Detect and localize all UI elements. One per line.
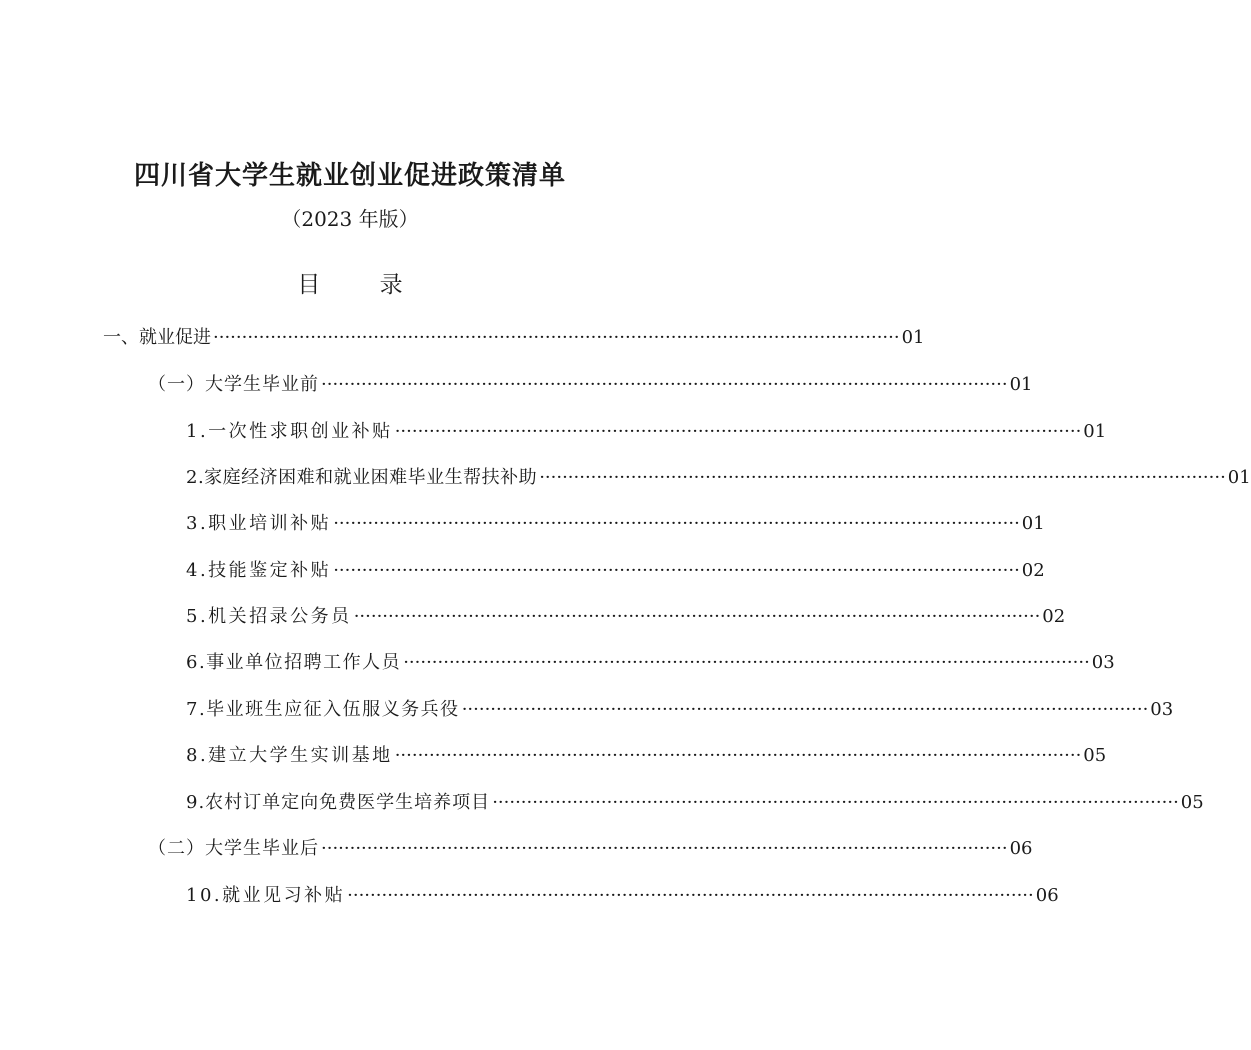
toc-entry-label: （二）大学生毕业后 — [148, 838, 319, 859]
toc-entry-label: 4.技能鉴定补贴 — [186, 560, 332, 581]
toc-entry[interactable] — [186, 463, 1251, 493]
toc-entry-page: 01 — [901, 327, 925, 348]
toc-entry[interactable] — [148, 834, 1033, 864]
toc-entry-page: 03 — [1150, 699, 1174, 720]
toc-dot-leader: ························································································································ — [403, 652, 1090, 673]
toc-entry-label: 5.机关招录公务员 — [186, 606, 352, 627]
toc-entry-page: 03 — [1091, 652, 1115, 673]
toc-dot-leader: ························································································································ — [347, 885, 1034, 906]
toc-dot-leader: ························································································································ — [333, 560, 1020, 581]
toc-heading: 目 录 — [297, 272, 429, 298]
toc-entry[interactable] — [186, 695, 1174, 725]
toc-entry-page: 01 — [1227, 467, 1251, 488]
document-title: 四川省大学生就业创业促进政策清单 — [133, 161, 566, 191]
toc-entry-page: 01 — [1009, 374, 1033, 395]
toc-entry-page: 02 — [1021, 560, 1045, 581]
toc-dot-leader: ························································································································ — [492, 792, 1179, 813]
toc-dot-leader: ························································································································ — [461, 699, 1149, 720]
toc-entry-page: 02 — [1042, 606, 1066, 627]
toc-entry[interactable] — [186, 417, 1107, 447]
toc-entry[interactable] — [186, 741, 1107, 771]
toc-entry-page: 01 — [1083, 421, 1107, 442]
toc-entry-label: 9.农村订单定向免费医学生培养项目 — [186, 792, 491, 813]
toc-dot-leader: ························································································································ — [321, 838, 1008, 859]
toc-dot-leader: ························································································································ — [353, 606, 1041, 627]
toc-entry[interactable] — [186, 509, 1045, 539]
toc-entry-page: 06 — [1009, 838, 1033, 859]
toc-entry[interactable] — [148, 370, 1033, 400]
toc-entry[interactable] — [186, 602, 1066, 632]
toc-entry[interactable] — [186, 881, 1059, 911]
toc-entry-label: 一、就业促进 — [103, 327, 211, 348]
toc-dot-leader: ························································································································ — [394, 745, 1082, 766]
toc-dot-leader: ························································································································ — [539, 467, 1226, 488]
toc-dot-leader: ························································································································ — [394, 421, 1082, 442]
toc-entry-label: 10.就业见习补贴 — [186, 885, 346, 906]
toc-entry-page: 06 — [1035, 885, 1059, 906]
toc-entry-label: 6.事业单位招聘工作人员 — [186, 652, 402, 673]
toc-entry-label: （一）大学生毕业前 — [148, 374, 319, 395]
toc-entry-label: 2.家庭经济困难和就业困难毕业生帮扶补助 — [186, 467, 538, 488]
toc-entry-label: 7.毕业班生应征入伍服义务兵役 — [186, 699, 460, 720]
toc-entry[interactable] — [186, 556, 1045, 586]
toc-entry-label: 8.建立大学生实训基地 — [186, 745, 393, 766]
toc-dot-leader: ························································································································ — [333, 513, 1020, 534]
toc-entry-page: 01 — [1021, 513, 1045, 534]
toc-entry-label: 1.一次性求职创业补贴 — [186, 421, 393, 442]
toc-entry[interactable] — [186, 788, 1204, 818]
toc-entry-label: 3.职业培训补贴 — [186, 513, 332, 534]
toc-entry[interactable] — [103, 323, 925, 353]
toc-entry-page: 05 — [1083, 745, 1107, 766]
toc-dot-leader: ························································································································ — [321, 374, 1008, 395]
toc-entry[interactable] — [186, 648, 1115, 678]
toc-entry-page: 05 — [1180, 792, 1204, 813]
document-edition: （2023 年版） — [281, 207, 419, 231]
toc-dot-leader: ························································································································ — [213, 327, 900, 348]
